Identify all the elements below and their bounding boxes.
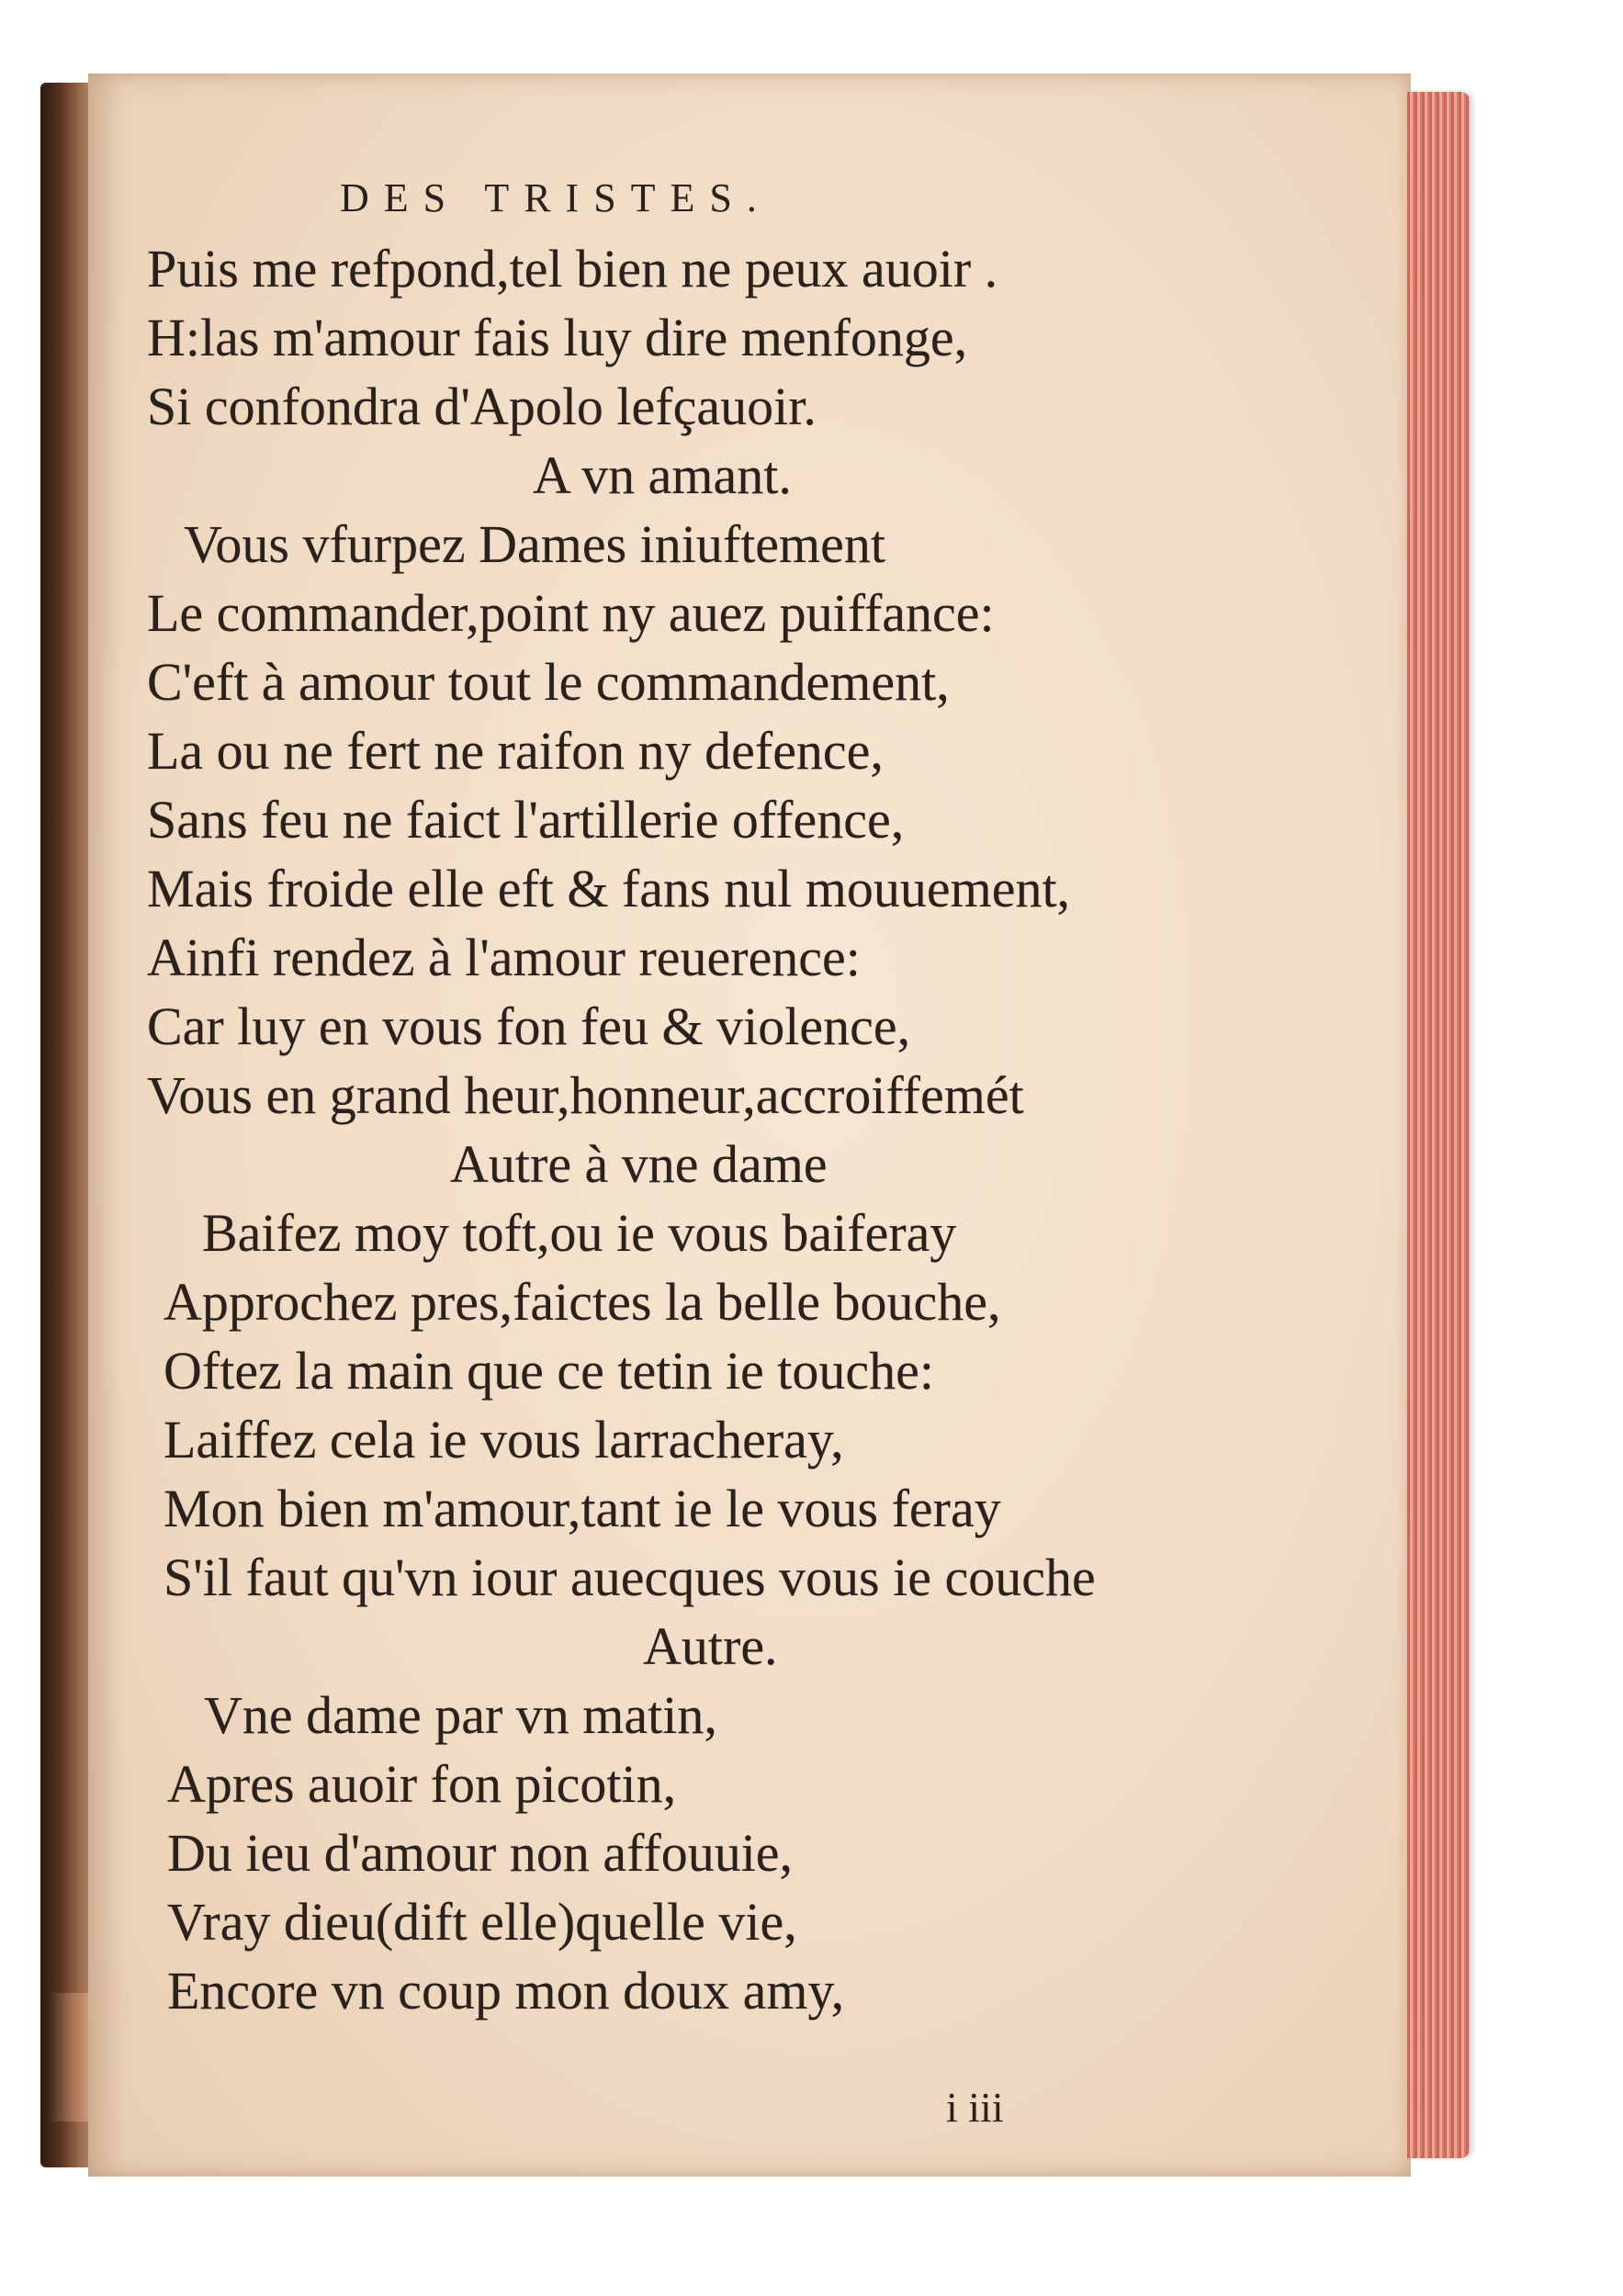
- poem4-line-1: Vne dame par vn matin,: [204, 1685, 717, 1745]
- poem1-line-3: Si confondra d'Apolo lefçauoir.: [147, 377, 817, 436]
- poem2-line-7: Ainfi rendez à l'amour reuerence:: [147, 928, 861, 987]
- poem2-line-1: Vous vfurpez Dames iniuftement: [184, 514, 886, 574]
- poem3-line-5: Mon bien m'amour,tant ie le vous feray: [163, 1479, 1001, 1538]
- poem4-title: Autre.: [643, 1616, 778, 1676]
- poem2-line-5: Sans feu ne faict l'artillerie offence,: [147, 790, 905, 850]
- poem3-line-3: Oftez la main que ce tetin ie touche:: [163, 1341, 935, 1401]
- poem2-line-6: Mais froide elle eft & fans nul mouuement,: [147, 859, 1071, 918]
- poem1-line-1: Puis me refpond,tel bien ne peux auoir .: [147, 239, 998, 298]
- signature-mark: i iii: [946, 2084, 1004, 2131]
- running-head: DES TRISTES.: [340, 175, 772, 220]
- poem3-title: Autre à vne dame: [450, 1134, 828, 1194]
- poem3-line-1: Baifez moy toft,ou ie vous baiferay: [202, 1203, 957, 1263]
- page-edges: [1407, 92, 1470, 2158]
- poem4-line-5: Encore vn coup mon doux amy,: [167, 1961, 845, 2020]
- poem4-line-4: Vray dieu(dift elle)quelle vie,: [167, 1892, 797, 1952]
- poem3-line-4: Laiffez cela ie vous larracheray,: [163, 1410, 844, 1469]
- poem1-line-2: H:las m'amour fais luy dire menfonge,: [147, 308, 968, 367]
- poem2-line-9: Vous en grand heur,honneur,accroiffemét: [147, 1065, 1024, 1125]
- poem4-line-2: Apres auoir fon picotin,: [167, 1754, 677, 1814]
- poem3-line-6: S'il faut qu'vn iour auecques vous ie couche: [163, 1548, 1096, 1607]
- poem2-line-3: C'eft à amour tout le commandement,: [147, 652, 950, 712]
- poem2-title: A vn amant.: [533, 445, 792, 505]
- poem2-line-4: La ou ne fert ne raifon ny defence,: [147, 721, 884, 781]
- poem2-line-2: Le commander,point ny auez puiffance:: [147, 583, 995, 643]
- poem2-line-8: Car luy en vous fon feu & violence,: [147, 996, 911, 1056]
- poem3-line-2: Approchez pres,faictes la belle bouche,: [163, 1272, 1001, 1332]
- poem4-line-3: Du ieu d'amour non affouuie,: [167, 1823, 794, 1883]
